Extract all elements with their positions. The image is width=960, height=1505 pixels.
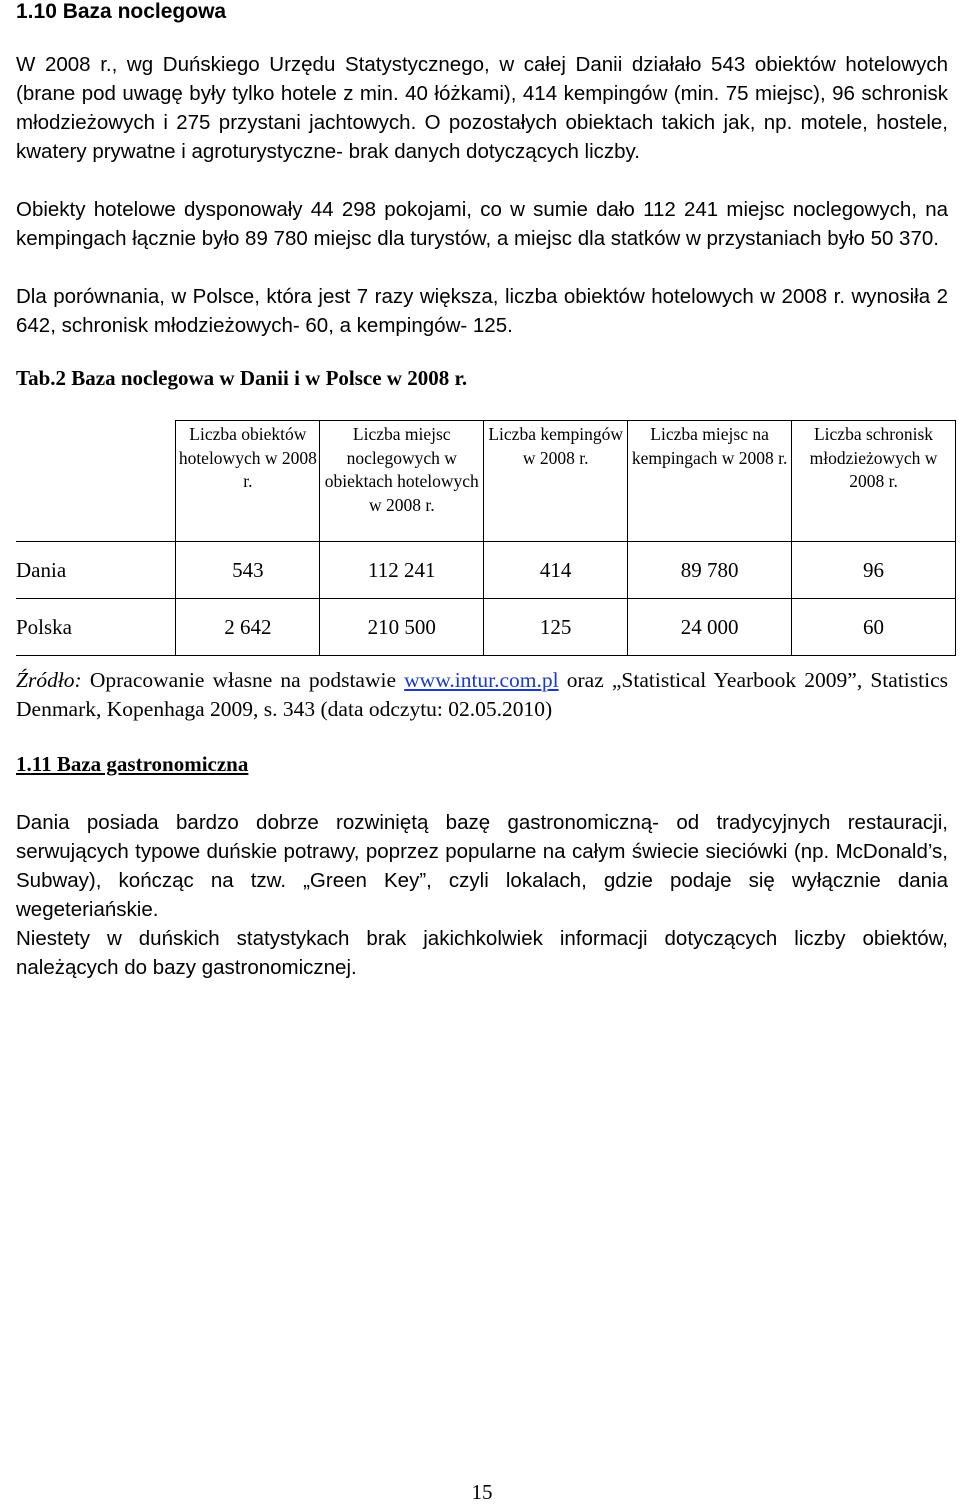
accommodation-table <box>16 420 956 656</box>
paragraph-gastronomy: Dania posiada bardzo dobrze rozwiniętą bazę gastronomiczną- od tradycyjnych restauracji, serwujących typowe duńskie potrawy, poprzez popularne na całym świecie sieciówki (np. McDonald’s, Subway), kończąc na tzw. „Green Key”, czyli lokalach, gdzie podaje się wyłącznie dania wegeteriańskie. <box>16 811 948 921</box>
table-row <box>16 599 956 656</box>
column-header: Liczba miejsc na kempingach w 2008 r. <box>628 421 792 542</box>
source-text-continued: oraz „Statistical Yearbook 2009”, Statistics Denmark, Kopenhaga 2009, s. 343 (data odczytu: 02.05.2010) <box>16 668 948 721</box>
table-cell: 210 500 <box>320 599 484 656</box>
source-label: Źródło: <box>16 668 82 692</box>
paragraph-poland-comparison: Dla porównania, w Polsce, która jest 7 razy większa, liczba obiektów hotelowych w 2008 r. wynosiła 2 642, schronisk młodzieżowych- 60, a kempingów- 125. <box>16 285 948 337</box>
table-cell: 414 <box>484 542 628 599</box>
table-cell: 543 <box>176 542 320 599</box>
paragraph-capacity: Obiekty hotelowe dysponowały 44 298 pokojami, co w sumie dało 112 241 miejsc noclegowych, na kempingach łącznie było 89 780 miejsc dla turystów, a miejsc dla statków w przystaniach było 50 370. <box>16 198 948 250</box>
paragraph-denmark-facilities: W 2008 r., wg Duńskiego Urzędu Statystycznego, w całej Danii działało 543 obiektów hotelowych (brane pod uwagę były tylko hotele z min. 40 łóżkami), 414 kempingów (min. 75 miejsc), 96 schronisk młodzieżowych i 275 przystani jachtowych. O pozostałych obiektach takich jak, np. motele, hostele, kwatery prywatne i agroturystyczne- brak danych dotyczących liczby. <box>16 53 948 163</box>
table-title: Tab.2 Baza noclegowa w Danii i w Polsce w 2008 r. <box>16 366 468 390</box>
table-cell: 2 642 <box>176 599 320 656</box>
source-text: Opracowanie własne na podstawie <box>81 668 405 692</box>
table-cell: 24 000 <box>628 599 792 656</box>
row-label: Dania <box>16 542 176 599</box>
column-header: Liczba kempingów w 2008 r. <box>484 421 628 542</box>
table-corner-cell <box>16 421 176 542</box>
table-row <box>16 542 956 599</box>
paragraph-no-statistics: Niestety w duńskich statystykach brak jakichkolwiek informacji dotyczących liczby obiektów, należących do bazy gastronomicznej. <box>16 927 948 979</box>
table-cell: 125 <box>484 599 628 656</box>
table-header-row <box>16 421 956 542</box>
table-cell: 60 <box>792 599 956 656</box>
source-link[interactable]: www.intur.com.pl <box>404 668 559 692</box>
table-cell: 96 <box>792 542 956 599</box>
column-header: Liczba obiektów hotelowych w 2008 r. <box>176 421 320 542</box>
page-number: 15 <box>471 1480 493 1504</box>
section-heading-accommodation: 1.10 Baza noclegowa <box>16 0 227 23</box>
section-heading-gastronomy: 1.11 Baza gastronomiczna <box>16 752 249 776</box>
column-header: Liczba schronisk młodzieżowych w 2008 r. <box>792 421 956 542</box>
table-source-note <box>16 666 948 724</box>
column-header: Liczba miejsc noclegowych w obiektach hotelowych w 2008 r. <box>320 421 484 542</box>
table-cell: 89 780 <box>628 542 792 599</box>
table-cell: 112 241 <box>320 542 484 599</box>
row-label: Polska <box>16 599 176 656</box>
